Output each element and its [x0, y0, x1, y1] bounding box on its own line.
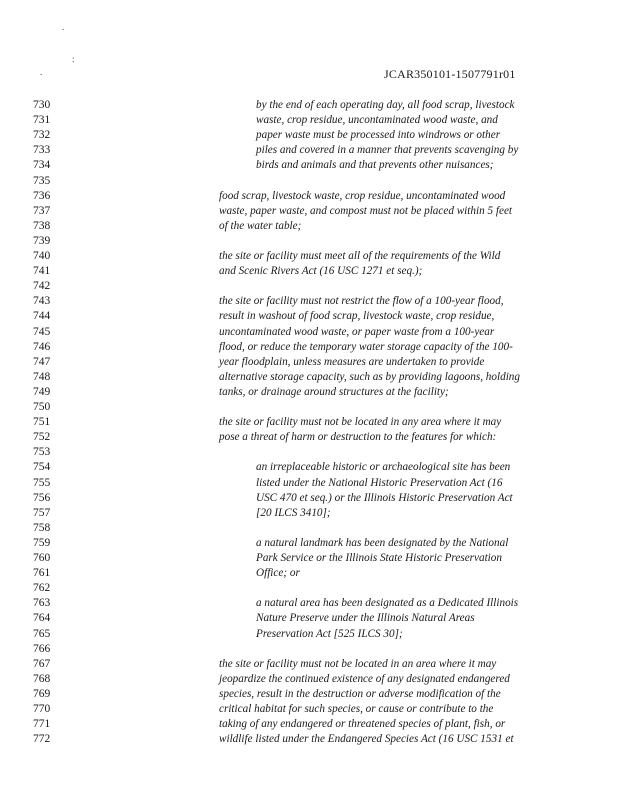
- margin-mark: .: [40, 67, 43, 77]
- line-number: 755: [33, 476, 51, 489]
- line-number: 736: [33, 189, 51, 202]
- line-text: Park Service or the Illinois State Historic Preservation: [256, 552, 502, 564]
- line-number: 742: [33, 280, 51, 293]
- line-text: food scrap, livestock waste, crop residue, uncontaminated wood: [219, 189, 506, 202]
- line-text: Preservation Act [525 ILCS 30];: [256, 627, 403, 640]
- line-text: pose a threat of harm or destruction to the features for which:: [219, 431, 497, 444]
- line-text: listed under the National Historic Preservation Act (16: [256, 476, 503, 489]
- line-number: 735: [33, 174, 51, 187]
- line-number: 749: [33, 385, 51, 398]
- line-number: 743: [33, 295, 51, 308]
- line-text: year floodplain, unless measures are undertaken to provide: [219, 355, 485, 368]
- line-text: result in washout of food scrap, livestock waste, crop residue,: [219, 310, 495, 323]
- line-text: piles and covered in a manner that prevents scavenging by: [256, 144, 519, 157]
- line-text: a natural area has been designated as a Dedicated Illinois: [256, 597, 519, 610]
- line-number: 745: [33, 325, 51, 338]
- line-number: 738: [33, 219, 51, 232]
- line-text: an irreplaceable historic or archaeological site has been: [256, 461, 511, 474]
- line-text: species, result in the destruction or adverse modification of the: [219, 687, 501, 700]
- line-text: jeopardize the continued existence of any designated endangered: [219, 672, 510, 685]
- line-text: taking of any endangered or threatened species of plant, fish, or: [219, 718, 506, 731]
- line-number: 734: [33, 159, 51, 172]
- line-number: 744: [33, 310, 51, 323]
- line-number: 731: [33, 114, 51, 127]
- margin-mark: :: [72, 54, 75, 64]
- line-number: 752: [33, 431, 51, 444]
- line-text: a natural landmark has been designated by the National: [256, 536, 509, 549]
- line-text: USC 470 et seq.) or the Illinois Historic Preservation Act: [256, 491, 513, 504]
- line-number: 772: [33, 733, 51, 746]
- line-number: 760: [33, 552, 51, 564]
- line-number: 771: [33, 718, 51, 731]
- line-number: 753: [33, 446, 51, 459]
- line-text: the site or facility must not restrict the flow of a 100-year flood,: [219, 295, 504, 308]
- line-number: 733: [33, 144, 51, 157]
- line-number: 767: [33, 657, 51, 670]
- margin-mark: .: [62, 22, 65, 32]
- line-number: 763: [33, 597, 51, 610]
- line-number: 748: [33, 370, 51, 383]
- line-text: and Scenic Rivers Act (16 USC 1271 et seq.);: [219, 265, 423, 278]
- line-text: critical habitat for such species, or cause or contribute to the: [219, 703, 494, 715]
- line-number: 765: [33, 627, 51, 640]
- line-text: the site or facility must meet all of the requirements of the Wild: [219, 250, 501, 262]
- line-number: 756: [33, 491, 51, 504]
- line-number: 766: [33, 642, 51, 655]
- line-text: the site or facility must not be located in any area where it may: [219, 416, 502, 429]
- document-line: [0, 731, 618, 748]
- line-number: 769: [33, 687, 51, 700]
- line-text: birds and animals and that prevents other nuisances;: [256, 159, 494, 172]
- line-number: 741: [33, 265, 51, 278]
- line-text: flood, or reduce the temporary water storage capacity of the 100-: [219, 340, 513, 353]
- line-text: Nature Preserve under the Illinois Natural Areas: [256, 612, 475, 625]
- line-number: 747: [33, 355, 51, 368]
- line-number: 768: [33, 672, 51, 685]
- line-number: 746: [33, 340, 51, 353]
- line-text: uncontaminated wood waste, or paper waste from a 100-year: [219, 325, 495, 338]
- line-text: waste, paper waste, and compost must not be placed within 5 feet: [219, 204, 513, 217]
- line-text: waste, crop residue, uncontaminated wood waste, and: [256, 114, 498, 127]
- line-number: 759: [33, 536, 51, 549]
- line-text: of the water table;: [219, 219, 302, 232]
- line-number: 762: [33, 582, 51, 595]
- line-number: 770: [33, 703, 51, 715]
- line-number: 764: [33, 612, 51, 625]
- line-text: [20 ILCS 3410];: [256, 506, 331, 519]
- line-text: paper waste must be processed into windrows or other: [256, 129, 501, 142]
- line-number: 740: [33, 250, 51, 262]
- document-id-header: JCAR350101-1507791r01: [384, 67, 516, 81]
- line-text: by the end of each operating day, all food scrap, livestock: [256, 99, 515, 111]
- line-text: wildlife listed under the Endangered Species Act (16 USC 1531 et: [219, 733, 514, 746]
- line-number: 739: [33, 234, 51, 247]
- line-text: tanks, or drainage around structures at the facility;: [219, 385, 449, 398]
- line-number: 761: [33, 567, 51, 580]
- line-number: 737: [33, 204, 51, 217]
- line-text: alternative storage capacity, such as by providing lagoons, holding: [219, 370, 520, 383]
- line-text: Office; or: [256, 567, 300, 580]
- line-text: the site or facility must not be located in an area where it may: [219, 657, 497, 670]
- line-number: 758: [33, 521, 51, 534]
- line-number: 730: [33, 99, 51, 111]
- line-number: 732: [33, 129, 51, 142]
- line-number: 751: [33, 416, 51, 429]
- line-number: 757: [33, 506, 51, 519]
- line-number: 750: [33, 401, 51, 413]
- line-number: 754: [33, 461, 51, 474]
